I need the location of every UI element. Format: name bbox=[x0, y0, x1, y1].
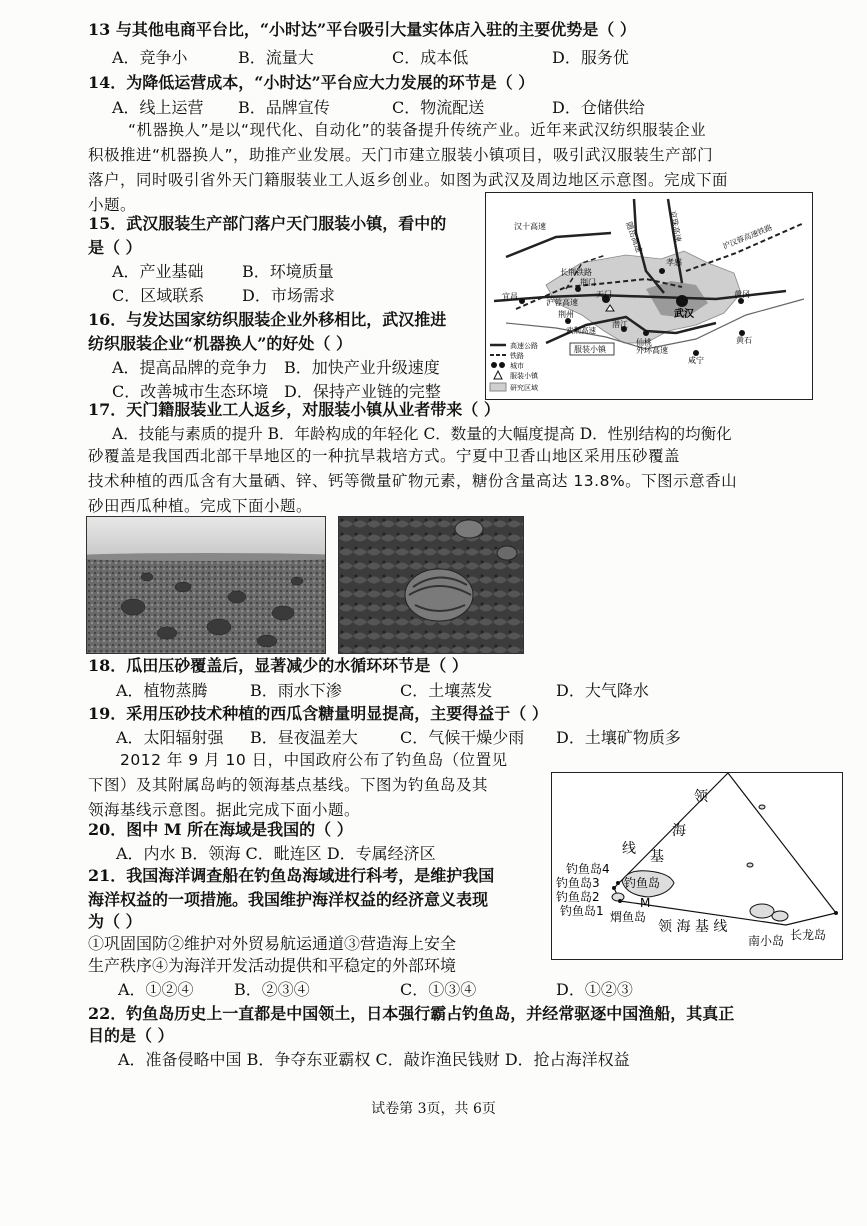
svg-text:服装小镇: 服装小镇 bbox=[510, 372, 538, 380]
passage2-line1: 砂覆盖是我国西北部干旱地区的一种抗旱栽培方式。宁夏中卫香山地区采用压砂覆盖 bbox=[88, 447, 681, 465]
svg-text:黄冈: 黄冈 bbox=[734, 290, 750, 299]
q22-options[interactable]: A．准备侵略中国 B．争夺东亚霸权 C．敲诈渔民钱财 D．抢占海洋权益 bbox=[118, 1050, 630, 1069]
svg-text:随岳高速: 随岳高速 bbox=[624, 220, 644, 254]
q16-stem-line2: 纺织服装企业“机器换人”的好处（ ） bbox=[88, 334, 352, 353]
q17-options[interactable]: A．技能与素质的提升 B．年龄构成的年轻化 C．数量的大幅度提高 D．性别结构的均衡化 bbox=[112, 425, 732, 443]
q22-stem-line2: 目的是（ ） bbox=[88, 1026, 174, 1045]
sand-field-watermelon-photo-1 bbox=[86, 516, 326, 654]
wuhan-city-dot bbox=[676, 295, 688, 307]
passage3-line2: 下图）及其附属岛屿的领海基点基线。下图为钓鱼岛及其 bbox=[88, 776, 489, 794]
q19-option-a[interactable]: A．太阳辐射强 bbox=[116, 728, 224, 747]
q15-option-d[interactable]: D．市场需求 bbox=[242, 286, 335, 305]
passage1-line1: “机器换人”是以“现代化、自动化”的装备提升传统产业。近年来武汉纺织服装企业 bbox=[128, 121, 707, 139]
wuhan-region-map bbox=[485, 192, 813, 400]
page-footer: 试卷第 3页，共 6页 bbox=[371, 1101, 496, 1117]
svg-text:钓鱼岛: 钓鱼岛 bbox=[624, 876, 661, 890]
q18-option-d[interactable]: D．大气降水 bbox=[556, 681, 649, 700]
svg-text:汉十高速: 汉十高速 bbox=[514, 222, 546, 231]
q18-option-c[interactable]: C．土壤蒸发 bbox=[400, 681, 493, 700]
q21-stem-line1: 21．我国海洋调查船在钓鱼岛海域进行科考，是维护我国 bbox=[88, 866, 495, 885]
q13-option-b[interactable]: B．流量大 bbox=[238, 48, 314, 67]
q16-option-c[interactable]: C．改善城市生态环境 bbox=[112, 382, 269, 401]
svg-text:海: 海 bbox=[672, 823, 686, 839]
svg-text:沪蓉高速: 沪蓉高速 bbox=[546, 298, 578, 307]
q13-option-c[interactable]: C．成本低 bbox=[392, 48, 469, 67]
q21-option-b[interactable]: B．②③④ bbox=[234, 980, 310, 999]
q21-option-c[interactable]: C．①③④ bbox=[400, 980, 477, 999]
svg-text:荆州: 荆州 bbox=[558, 310, 574, 319]
svg-text:领 海 基 线: 领 海 基 线 bbox=[658, 919, 728, 935]
q19-option-c[interactable]: C．气候干燥少雨 bbox=[400, 728, 525, 747]
svg-text:仙桃: 仙桃 bbox=[636, 338, 652, 347]
passage1-line2: 积极推进“机器换人”，助推产业发展。天门市建立服装小镇项目，吸引武汉服装生产部门 bbox=[88, 146, 714, 164]
q15-stem-line1: 15．武汉服装生产部门落户天门服装小镇，看中的 bbox=[88, 214, 447, 233]
passage3-line3: 领海基线示意图。据此完成下面小题。 bbox=[88, 801, 361, 819]
svg-text:线: 线 bbox=[622, 841, 636, 857]
svg-text:服装小镇: 服装小镇 bbox=[574, 345, 606, 354]
svg-text:高速公路: 高速公路 bbox=[510, 342, 538, 350]
svg-text:M: M bbox=[640, 896, 651, 910]
q16-option-a[interactable]: A．提高品牌的竞争力 bbox=[112, 358, 268, 377]
svg-text:武汉: 武汉 bbox=[674, 309, 694, 320]
q15-option-a[interactable]: A．产业基础 bbox=[112, 262, 204, 281]
q14-option-d[interactable]: D．仓储供给 bbox=[552, 98, 645, 117]
q17-stem: 17．天门籍服装业工人返乡，对服装小镇从业者带来（ ） bbox=[88, 400, 500, 419]
q13-option-a[interactable]: A．竞争小 bbox=[112, 48, 188, 67]
q14-option-b[interactable]: B．品牌宣传 bbox=[238, 98, 330, 117]
q18-option-a[interactable]: A．植物蒸腾 bbox=[116, 681, 208, 700]
svg-text:潜江: 潜江 bbox=[612, 320, 628, 329]
svg-text:城市: 城市 bbox=[510, 362, 524, 370]
svg-text:南小岛: 南小岛 bbox=[748, 934, 785, 948]
map1-legend bbox=[490, 341, 539, 392]
passage2-line2: 技术种植的西瓜含有大量硒、锌、钙等微量矿物元素，糖份含量高达 13.8%。下图示意香山 bbox=[88, 472, 738, 490]
q13-stem: 13 与其他电商平台比，“小时达”平台吸引大量实体店入驻的主要优势是（ ） bbox=[88, 20, 636, 39]
svg-text:铁路: 铁路 bbox=[510, 352, 524, 360]
svg-text:武荆高速: 武荆高速 bbox=[566, 326, 596, 335]
q21-items-line1: ①巩固国防②维护对外贸易航运通道③营造海上安全 bbox=[88, 934, 457, 953]
q21-option-a[interactable]: A．①②④ bbox=[118, 980, 194, 999]
q14-option-a[interactable]: A．线上运营 bbox=[112, 98, 204, 117]
q15-stem-line2: 是（ ） bbox=[88, 238, 142, 257]
svg-text:宜昌: 宜昌 bbox=[502, 292, 518, 301]
q14-stem: 14．为降低运营成本，“小时达”平台应大力发展的环节是（ ） bbox=[88, 73, 535, 92]
diaoyu-baseline-map bbox=[551, 772, 843, 960]
svg-text:长龙岛: 长龙岛 bbox=[790, 928, 827, 942]
svg-text:孝感: 孝感 bbox=[666, 258, 682, 267]
svg-text:钓鱼岛3: 钓鱼岛3 bbox=[556, 876, 600, 890]
passage1-line4: 小题。 bbox=[88, 196, 137, 214]
q18-option-b[interactable]: B．雨水下渗 bbox=[250, 681, 342, 700]
q21-stem-line3: 为（ ） bbox=[88, 912, 142, 931]
svg-text:京珠高速: 京珠高速 bbox=[668, 209, 683, 243]
q21-option-d[interactable]: D．①②③ bbox=[556, 980, 633, 999]
svg-text:咸宁: 咸宁 bbox=[688, 356, 704, 365]
q21-items-line2: 生产秩序④为海洋开发活动提供和平稳定的外部环境 bbox=[88, 956, 457, 975]
sand-field-watermelon-photo-2 bbox=[338, 516, 524, 654]
svg-text:荆门: 荆门 bbox=[580, 278, 596, 287]
svg-text:长荆铁路: 长荆铁路 bbox=[560, 268, 592, 277]
svg-text:煟鱼岛: 煟鱼岛 bbox=[610, 910, 647, 924]
q16-option-d[interactable]: D．保持产业链的完整 bbox=[284, 382, 441, 401]
q13-option-d[interactable]: D．服务优 bbox=[552, 48, 629, 67]
svg-text:钓鱼岛2: 钓鱼岛2 bbox=[556, 890, 600, 904]
svg-text:研究区域: 研究区域 bbox=[510, 384, 538, 392]
svg-text:天门: 天门 bbox=[596, 290, 612, 299]
q20-options[interactable]: A．内水 B．领海 C．毗连区 D．专属经济区 bbox=[116, 844, 436, 863]
q21-stem-line2: 海洋权益的一项措施。我国维护海洋权益的经济意义表现 bbox=[88, 890, 489, 909]
q20-stem: 20．图中 M 所在海域是我国的（ ） bbox=[88, 820, 353, 839]
svg-text:钓鱼岛4: 钓鱼岛4 bbox=[566, 862, 610, 876]
q22-stem-line1: 22．钓鱼岛历史上一直都是中国领土，日本强行霸占钓鱼岛，并经常驱逐中国渔船，其真正 bbox=[88, 1004, 735, 1023]
passage1-line3: 落户，同时吸引省外天门籍服装业工人返乡创业。如图为武汉及周边地区示意图。完成下面 bbox=[88, 171, 729, 189]
q16-option-b[interactable]: B．加快产业升级速度 bbox=[284, 358, 440, 377]
q15-option-c[interactable]: C．区域联系 bbox=[112, 286, 205, 305]
svg-text:黄石: 黄石 bbox=[736, 336, 752, 345]
svg-text:外环高速: 外环高速 bbox=[636, 346, 668, 355]
svg-text:领: 领 bbox=[694, 789, 708, 805]
q19-option-b[interactable]: B．昼夜温差大 bbox=[250, 728, 358, 747]
svg-text:基: 基 bbox=[650, 849, 664, 865]
q15-option-b[interactable]: B．环境质量 bbox=[242, 262, 334, 281]
q19-stem: 19．采用压砂技术种植的西瓜含糖量明显提高，主要得益于（ ） bbox=[88, 704, 548, 723]
q14-option-c[interactable]: C．物流配送 bbox=[392, 98, 485, 117]
passage3-line1: 2012 年 9 月 10 日，中国政府公布了钓鱼岛（位置见 bbox=[120, 751, 508, 769]
q16-stem-line1: 16．与发达国家纺织服装企业外移相比，武汉推进 bbox=[88, 310, 447, 329]
svg-text:钓鱼岛1: 钓鱼岛1 bbox=[560, 904, 604, 918]
passage2-line3: 砂田西瓜种植。完成下面小题。 bbox=[88, 497, 313, 515]
q18-stem: 18．瓜田压砂覆盖后，显著减少的水循环环节是（ ） bbox=[88, 656, 468, 675]
svg-text:沪汉蓉高速铁路: 沪汉蓉高速铁路 bbox=[721, 222, 774, 251]
q19-option-d[interactable]: D．土壤矿物质多 bbox=[556, 728, 681, 747]
